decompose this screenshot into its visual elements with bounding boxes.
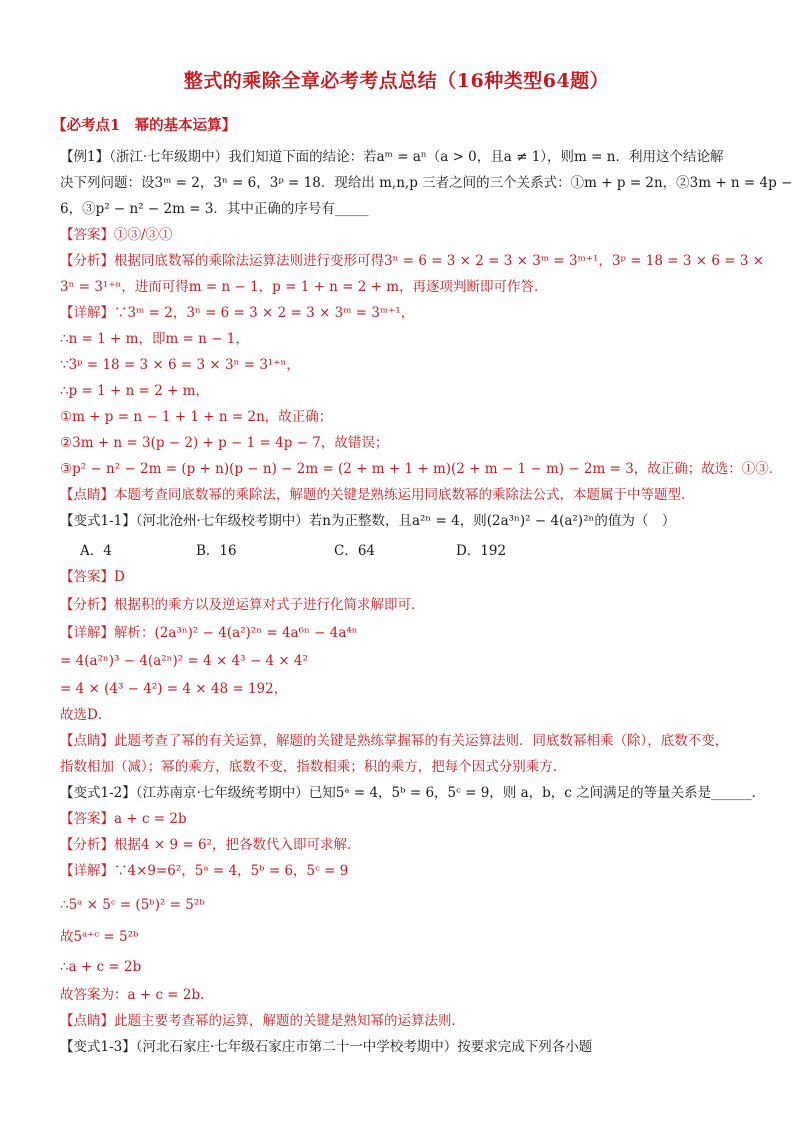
variant11-comment-line2: 指数相加（减）；幂的乘方，底数不变，指数相乘；积的乘方，把每个因式分别乘方． bbox=[60, 759, 567, 775]
variant12-analysis: 【分析】根据4 × 9 = 6²，把各数代入即可求解． bbox=[60, 837, 361, 853]
example1-detail-line5: ①m + p = n − 1 + 1 + n = 2n，故正确； bbox=[60, 409, 333, 425]
variant12-comment: 【点睛】此题主要考查幂的运算，解题的关键是熟知幂的运算法则． bbox=[60, 1013, 465, 1029]
variant11-option-c: C．64 bbox=[334, 543, 376, 559]
variant11-option-a: A．4 bbox=[80, 543, 112, 559]
example1-detail-line4: ∴p = 1 + n = 2 + m， bbox=[60, 383, 209, 399]
example1-detail-line6: ②3m + n = 3(p − 2) + p − 1 = 4p − 7，故错误； bbox=[60, 435, 389, 451]
variant11-detail-line1: 【详解】解析：(2a³ⁿ)² − 4(a²)²ⁿ = 4a⁶ⁿ − 4a⁴ⁿ bbox=[60, 625, 358, 641]
example1-question-line2: 决下列问题：设3ᵐ = 2，3ⁿ = 6，3ᵖ = 18．现给出 m,n,p 三者之间的三个关系式：①m + p = 2n，②3m + n = 4p − bbox=[60, 175, 793, 191]
example1-answer: 【答案】①③/③① bbox=[60, 227, 173, 243]
variant12-detail-line5: 故答案为：a + c = 2b． bbox=[60, 987, 214, 1003]
example1-analysis-line1: 【分析】根据同底数幂的乘除法运算法则进行变形可得3ⁿ = 6 = 3 × 2 = 3 × 3ᵐ = 3ᵐ⁺¹，3ᵖ = 18 = 3 × 6 = 3 × bbox=[60, 253, 765, 269]
page-title: 整式的乘除全章必考考点总结（16种类型64题） bbox=[183, 70, 610, 92]
variant11-answer: 【答案】D bbox=[60, 569, 125, 585]
variant11-question: 【变式1-1】（河北沧州·七年级校考期中）若n为正整数，且a²ⁿ = 4，则(2a³ⁿ)² − 4(a²)²ⁿ的值为（ ） bbox=[60, 513, 676, 529]
variant11-analysis: 【分析】根据积的乘方以及逆运算对式子进行化简求解即可． bbox=[60, 597, 425, 613]
variant12-detail-line4: ∴a + c = 2b bbox=[60, 959, 142, 975]
variant12-detail-line1: 【详解】∵4×9=6²，5ᵃ = 4，5ᵇ = 6，5ᶜ = 9 bbox=[60, 863, 349, 879]
example1-detail-line7: ③p² − n² − 2m = (p + n)(p − n) − 2m = (2 + m + 1 + m)(2 + m − 1 − m) − 2m = 3，故正确；故选：①③． bbox=[60, 461, 783, 477]
variant13-question: 【变式1-3】（河北石家庄·七年级石家庄市第二十一中学校考期中）按要求完成下列各小题 bbox=[60, 1039, 593, 1055]
example1-detail-line1: 【详解】∵3ᵐ = 2，3ⁿ = 6 = 3 × 2 = 3 × 3ᵐ = 3ᵐ⁺¹， bbox=[60, 305, 415, 321]
example1-question-line1: 【例1】（浙江·七年级期中）我们知道下面的结论：若aᵐ = aⁿ（a > 0，且a ≠ 1），则m = n．利用这个结论解 bbox=[60, 149, 724, 165]
variant11-detail-line3: = 4 × (4³ − 4²) = 4 × 48 = 192， bbox=[60, 681, 288, 697]
variant12-answer: 【答案】a + c = 2b bbox=[60, 811, 187, 827]
variant11-option-d: D．192 bbox=[456, 543, 507, 559]
example1-analysis-line2: 3ⁿ = 3¹⁺ⁿ，进而可得m = n − 1，p = 1 + n = 2 + m，再逐项判断即可作答． bbox=[60, 279, 548, 295]
section-heading: 【必考点1 幂的基本运算】 bbox=[52, 117, 237, 134]
variant12-question: 【变式1-2】（江苏南京·七年级统考期中）已知5ᵃ = 4，5ᵇ = 6，5ᶜ = 9，则 a，b，c 之间满足的等量关系是______． bbox=[60, 785, 766, 801]
example1-question-line3: 6，③p² − n² − 2m = 3．其中正确的序号有_____ bbox=[60, 201, 369, 217]
variant11-detail-line4: 故选D． bbox=[60, 707, 112, 723]
example1-detail-line3: ∵3ᵖ = 18 = 3 × 6 = 3 × 3ⁿ = 3¹⁺ⁿ， bbox=[60, 357, 300, 373]
variant11-option-b: B．16 bbox=[196, 543, 237, 559]
example1-comment: 【点睛】本题考查同底数幂的乘除法，解题的关键是熟练运用同底数幂的乘除法公式，本题属于中等题型． bbox=[60, 487, 695, 503]
example1-detail-line2: ∴n = 1 + m，即m = n − 1， bbox=[60, 331, 249, 347]
variant11-detail-line2: = 4(a²ⁿ)³ − 4(a²ⁿ)² = 4 × 4³ − 4 × 4² bbox=[60, 653, 308, 669]
variant12-detail-line2: ∴5ᵃ × 5ᶜ = (5ᵇ)² = 5²ᵇ bbox=[60, 897, 205, 913]
variant12-detail-line3: 故5ᵃ⁺ᶜ = 5²ᵇ bbox=[60, 929, 139, 945]
variant11-comment-line1: 【点睛】此题考查了幂的有关运算，解题的关键是熟练掌握幂的有关运算法则．同底数幂相乘（除），底数不变， bbox=[60, 733, 729, 749]
